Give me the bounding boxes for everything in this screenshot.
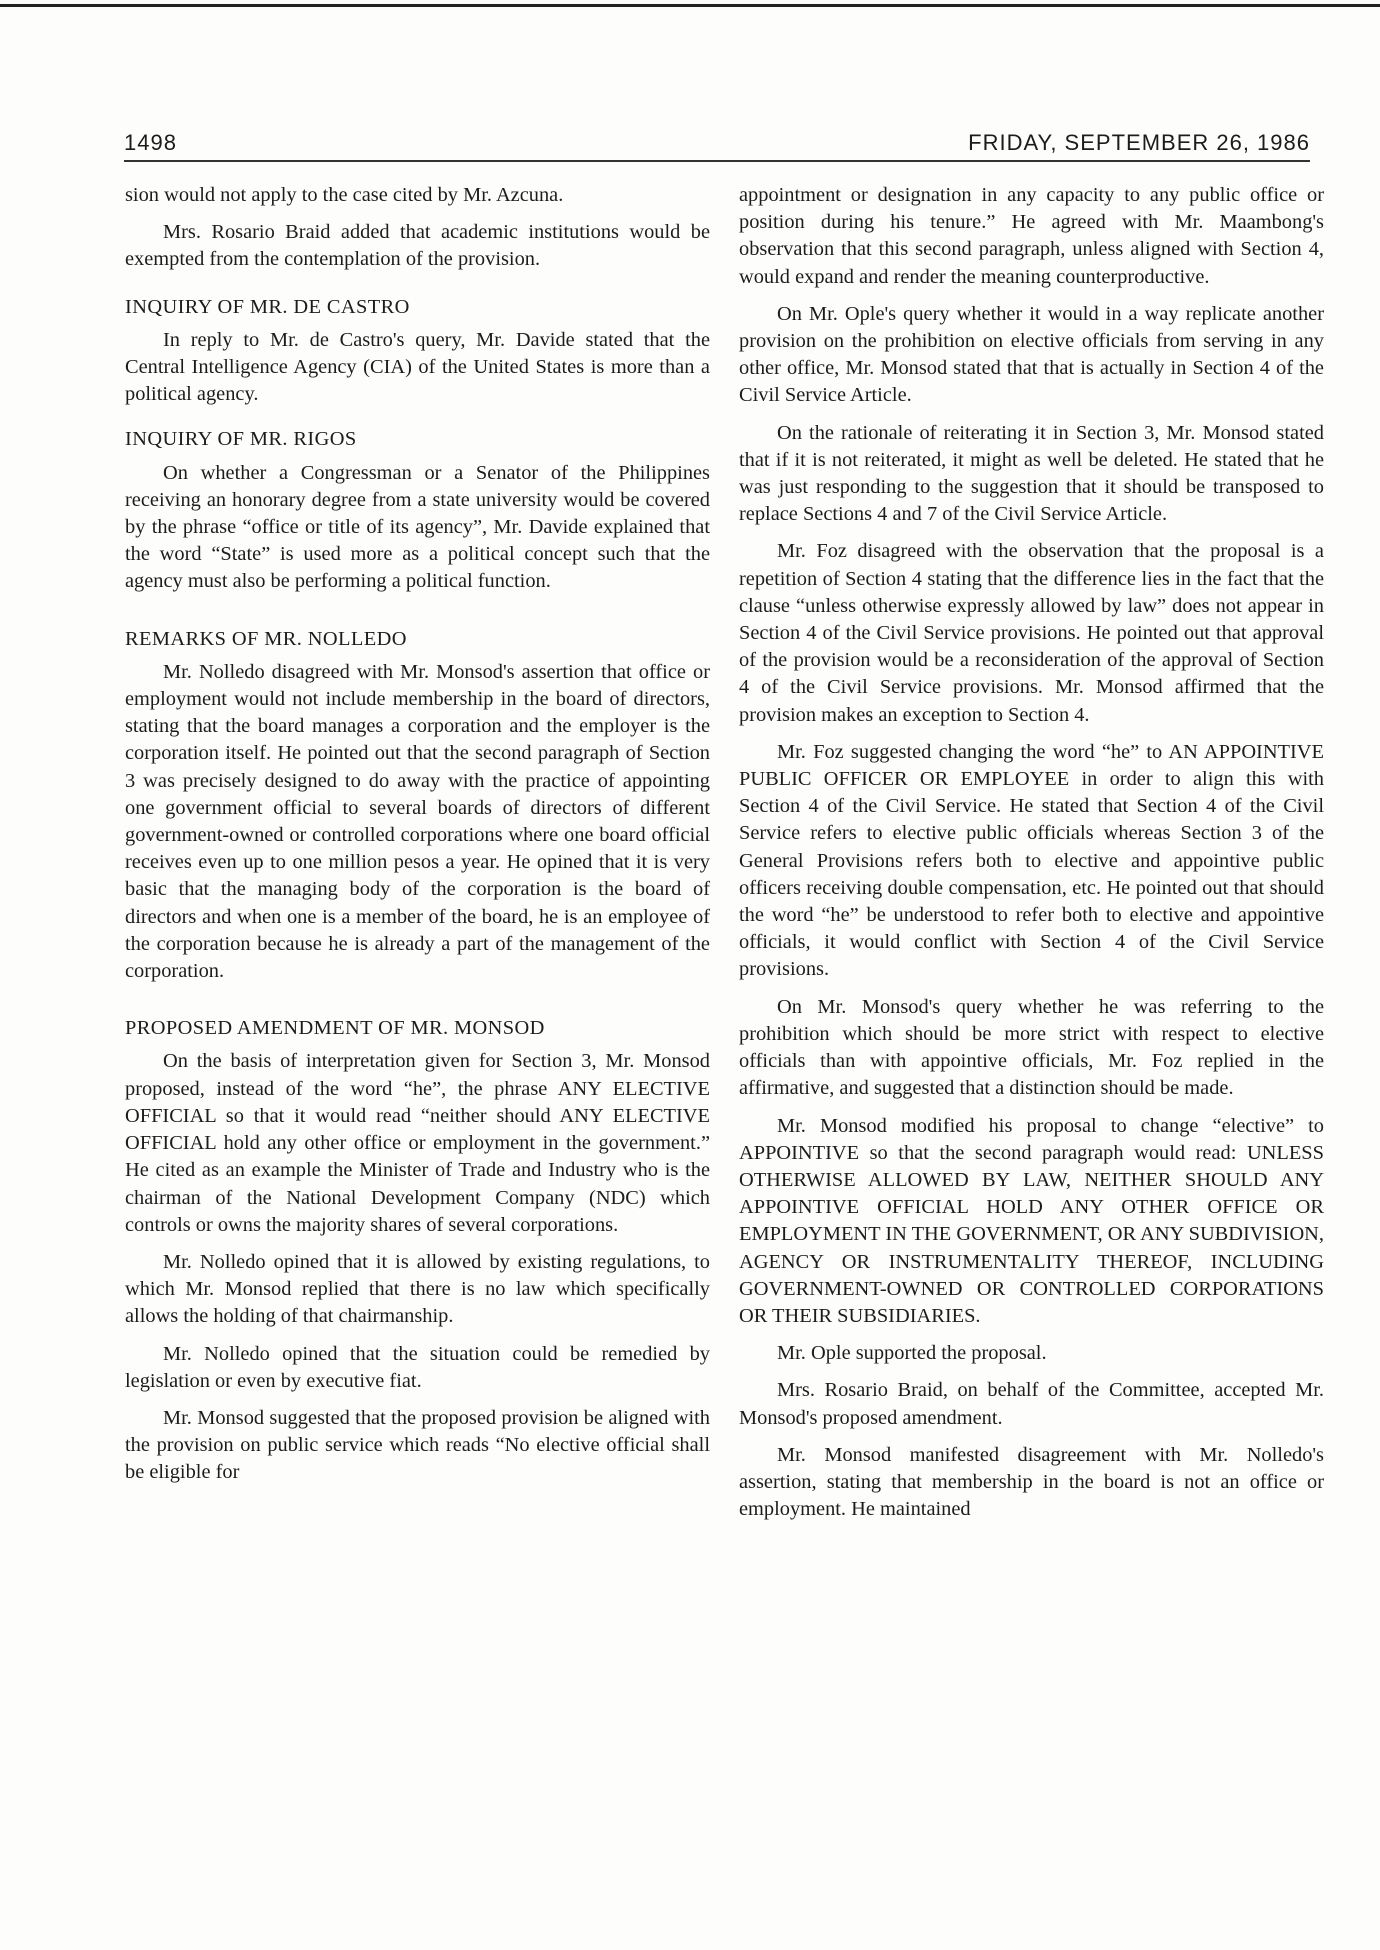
section-heading: INQUIRY OF MR. DE CASTRO [125, 295, 410, 318]
paragraph: Mr. Foz disagreed with the observation that the proposal is a repetition of Section 4 stating that the difference lies in the fact that the clause “unless otherwise expressly allowed by law” does not appear in Section 4 of the Civil Service provisions. He pointed out that approval of the provision would be a reconsideration of the approval of Section 4 of the Civil Service provisions. Mr. Monsod affirmed that the provision makes an exception to Section 4. [739, 540, 1324, 726]
paragraph: In reply to Mr. de Castro's query, Mr. Davide stated that the Central Intelligence Agency (CIA) of the United States is more than a political agency. [125, 328, 710, 406]
paragraph: sion would not apply to the case cited by Mr. Azcuna. [125, 184, 564, 206]
paragraph: On Mr. Ople's query whether it would in a way replicate another provision on the prohibition on elective officials from serving in any other office, Mr. Monsod stated that that is actually in Section 4 of the Civil Service Article. [739, 302, 1324, 407]
paragraph: appointment or designation in any capacity to any public office or position during his tenure.” He agreed with Mr. Maambong's observation that this second paragraph, unless aligned with Section 4, would expand and render the meaning counterproductive. [739, 184, 1324, 288]
paragraph: Mr. Nolledo disagreed with Mr. Monsod's assertion that office or employment would not include membership in the board of directors, stating that the board manages a corporation and the employer is the corporation itself. He pointed out that the second paragraph of Section 3 was precisely designed to do away with the practice of appointing one government official to several boards of directors of different government-owned or controlled corporations where one board official receives even up to one million pesos a year. He opined that it is very basic that the managing body of the corporation is the board of directors and when one is a member of the board, he is an employee of the corporation because he is already a part of the management of the corporation. [125, 660, 710, 983]
section-heading: INQUIRY OF MR. RIGOS [125, 428, 357, 451]
paragraph: On the rationale of reiterating it in Section 3, Mr. Monsod stated that if it is not reiterated, it might as well be deleted. He stated that he was just responding to the suggestion that it should be transposed to replace Sections 4 and 7 of the Civil Service Article. [739, 421, 1324, 526]
paragraph: Mr. Monsod manifested disagreement with Mr. Nolledo's assertion, stating that membership in the board is not an office or employment. He maintained [739, 1443, 1324, 1521]
paragraph: Mr. Ople supported the proposal. [777, 1342, 1047, 1365]
paragraph: Mr. Nolledo opined that the situation could be remedied by legislation or even by executive fiat. [125, 1342, 710, 1392]
paragraph: On Mr. Monsod's query whether he was referring to the prohibition which should be more strict with respect to elective officials than with appointive officials, Mr. Foz replied in the affirmative, and suggested that a distinction should be made. [739, 995, 1324, 1100]
paragraph: Mr. Monsod modified his proposal to change “elective” to APPOINTIVE so that the second paragraph would read: UNLESS OTHERWISE ALLOWED BY LAW, NEITHER SHOULD ANY APPOINTIVE OFFICIAL HOLD ANY OTHER OFFICE OR EMPLOYMENT IN THE GOVERNMENT, OR ANY SUBDIVISION, AGENCY OR INSTRUMENTALITY THEREOF, INCLUDING GOVERNMENT-OWNED OR CONTROLLED CORPORATIONS OR THEIR SUBSIDIARIES. [739, 1114, 1324, 1327]
paragraph: Mrs. Rosario Braid added that academic institutions would be exempted from the contemplation of the provision. [125, 221, 710, 271]
paragraph: On whether a Congressman or a Senator of the Philippines receiving an honorary degree from a state university would be covered by the phrase “office or title of its agency”, Mr. Davide explained that the word “State” is used more as a political concept such that the agency must also be performing a political function. [125, 461, 710, 593]
top-rule [0, 4, 1380, 7]
page-date: FRIDAY, SEPTEMBER 26, 1986 [968, 130, 1310, 155]
section-heading: PROPOSED AMENDMENT OF MR. MONSOD [125, 1017, 545, 1040]
page-number: 1498 [124, 130, 177, 155]
paragraph: Mr. Monsod suggested that the proposed provision be aligned with the provision on public service which reads “No elective official shall be eligible for [125, 1406, 710, 1484]
right-column [739, 182, 1324, 1533]
paragraph: Mrs. Rosario Braid, on behalf of the Committee, accepted Mr. Monsod's proposed amendment. [739, 1379, 1324, 1429]
left-column [125, 182, 710, 1497]
paragraph: Mr. Nolledo opined that it is allowed by existing regulations, to which Mr. Monsod replied that there is no law which specifically allows the holding of that chairmanship. [125, 1250, 710, 1328]
section-heading: REMARKS OF MR. NOLLEDO [125, 627, 407, 650]
paragraph: Mr. Foz suggested changing the word “he” to AN APPOINTIVE PUBLIC OFFICER OR EMPLOYEE in order to align this with Section 4 of the Civil Service. He stated that Section 4 of the Civil Service refers to elective public officials whereas Section 3 of the General Provisions refers both to elective and appointive public officers receiving double compensation, etc. He pointed out that should the word “he” be understood to refer both to elective and appointive officials, it would conflict with Section 4 of the Civil Service provisions. [739, 740, 1324, 981]
paragraph: On the basis of interpretation given for Section 3, Mr. Monsod proposed, instead of the word “he”, the phrase ANY ELECTIVE OFFICIAL so that it would read “neither should ANY ELECTIVE OFFICIAL hold any other office or employment in the government.” He cited as an example the Minister of Trade and Industry who is the chairman of the National Development Company (NDC) which controls or owns the majority shares of several corporations. [125, 1050, 710, 1236]
page-header [124, 126, 1310, 162]
